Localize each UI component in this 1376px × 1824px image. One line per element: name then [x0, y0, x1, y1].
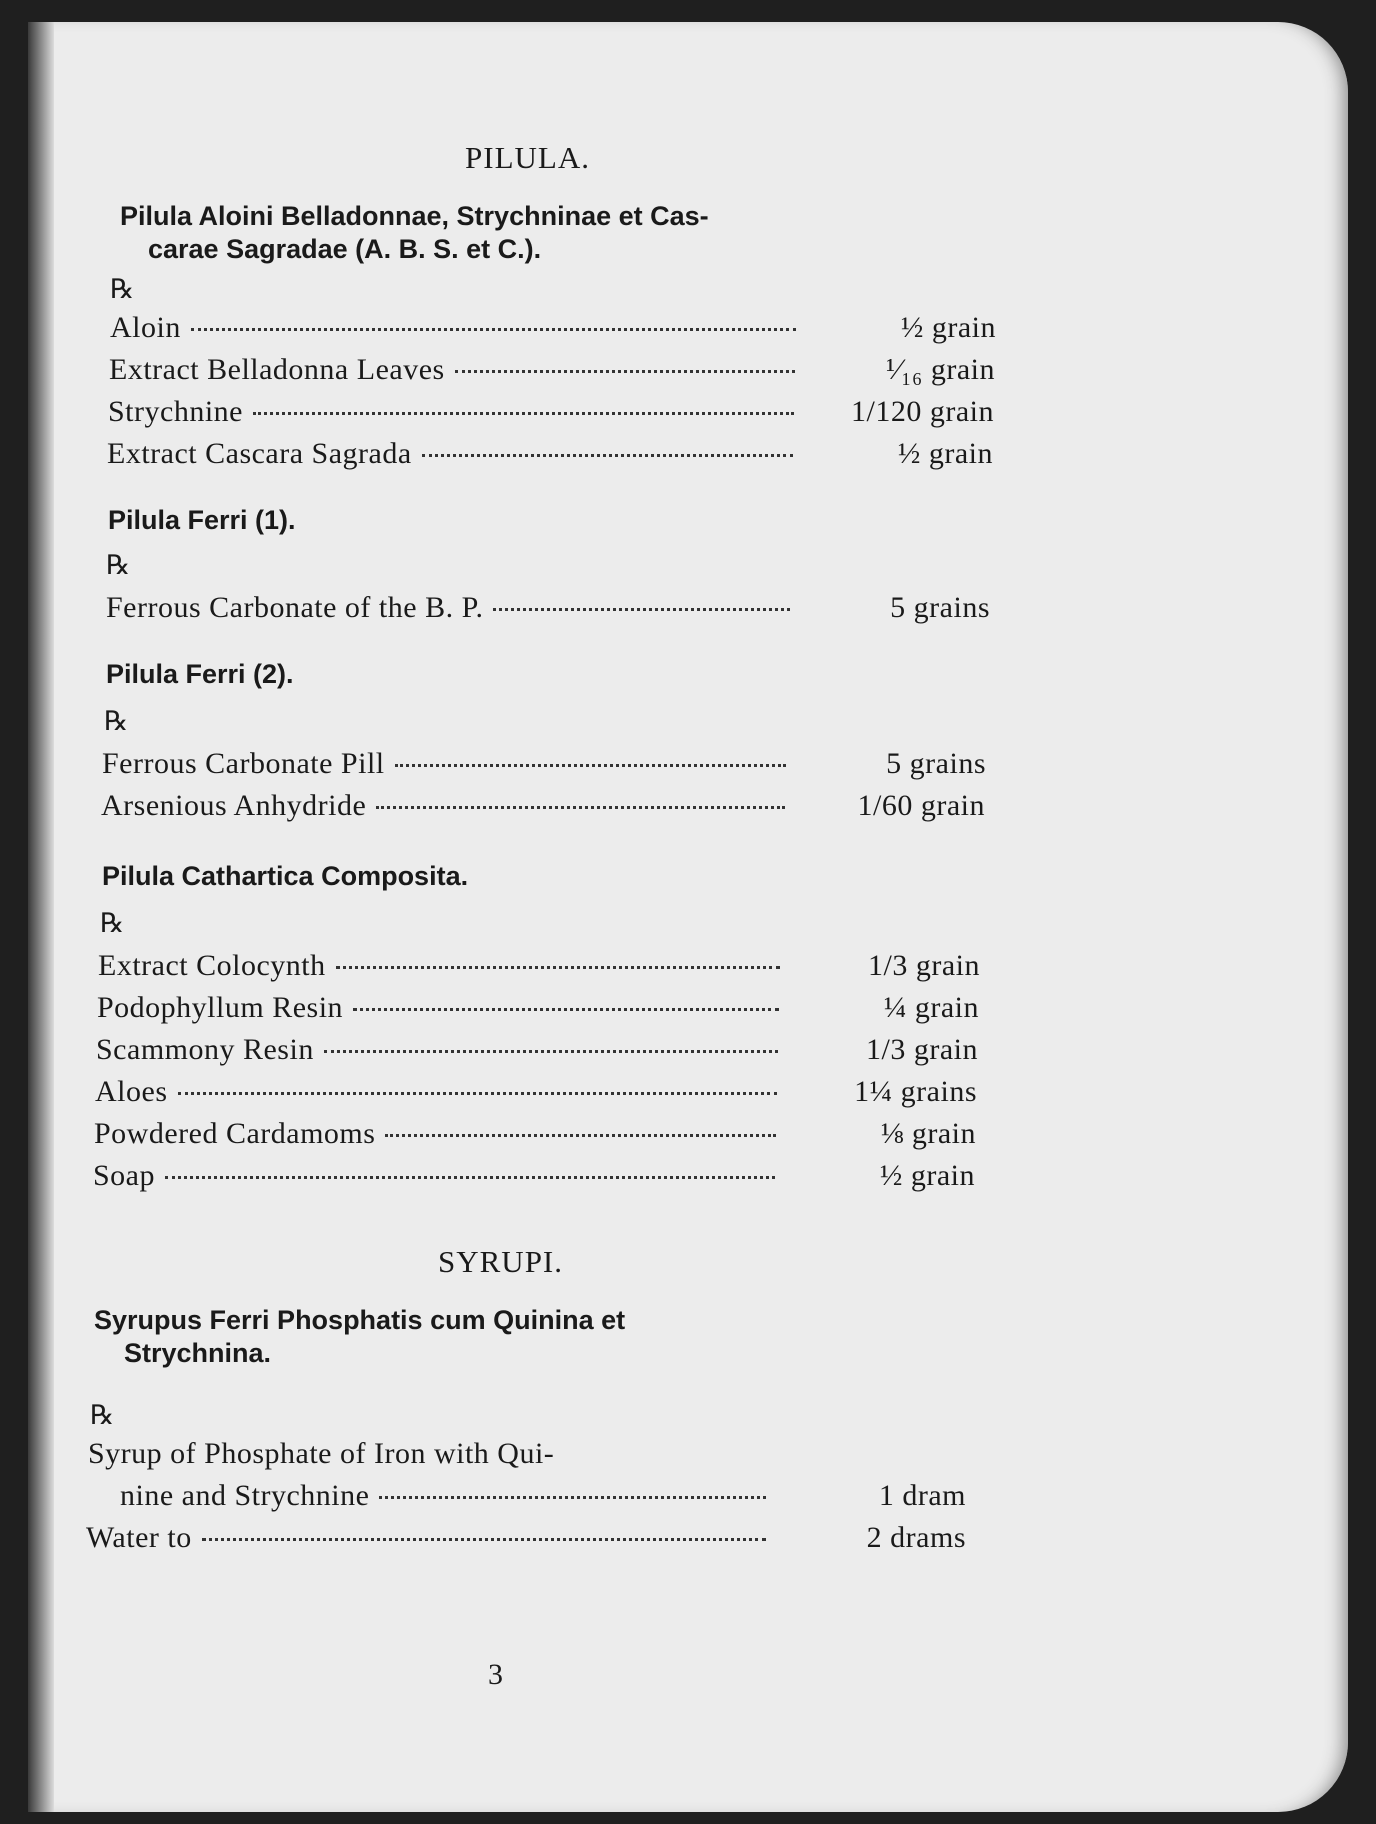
ingredient-name: Aloes [95, 1075, 168, 1108]
ingredient-quantity: 5 grains [886, 747, 986, 780]
recipe-title-aloini [120, 200, 840, 266]
ingredient-row [86, 1520, 966, 1556]
rx-symbol: ℞ [104, 706, 129, 736]
ingredient-name: Podophyllum Resin [97, 991, 344, 1024]
ingredient-row [102, 746, 986, 782]
ingredient-row [110, 310, 996, 346]
ingredient-quantity: 1¼ grains [854, 1075, 977, 1108]
page-content [28, 22, 1348, 1812]
leader-dots [324, 1050, 778, 1053]
ingredient-name: Powdered Cardamoms [94, 1117, 376, 1150]
leader-dots [202, 1538, 766, 1541]
book-page [28, 22, 1348, 1812]
leader-dots [191, 328, 796, 331]
ingredient-row [95, 1074, 977, 1110]
ingredient-quantity: ½ grain [900, 311, 996, 344]
ingredient-quantity: 2 drams [866, 1521, 966, 1554]
ingredient-quantity: ½ grain [897, 437, 993, 470]
recipe-title-line: Syrupus Ferri Phosphatis cum Quinina et [94, 1305, 626, 1335]
leader-dots [422, 454, 793, 457]
ingredient-quantity: 1 dram [878, 1479, 966, 1512]
section-title-syrupi: SYRUPI. [438, 1244, 564, 1279]
ingredient-row [98, 948, 980, 984]
ingredient-quantity: ¼ grain [883, 991, 979, 1024]
recipe-title-cathartica: Pilula Cathartica Composita. [102, 861, 469, 891]
rx-symbol: ℞ [106, 550, 131, 580]
ingredient-quantity: 1/3 grain [868, 949, 980, 982]
ingredient-row [101, 788, 985, 824]
ingredient-quantity: ¹⁄₁₆ grain [885, 353, 995, 386]
ingredient-name: nine and Strychnine [120, 1479, 370, 1512]
page-number: 3 [488, 1658, 503, 1691]
ingredient-row [107, 436, 993, 472]
ingredient-name: Extract Cascara Sagrada [107, 437, 412, 470]
ingredient-quantity: ⅛ grain [880, 1117, 976, 1150]
ingredient-row [97, 990, 979, 1026]
leader-dots [395, 764, 786, 767]
rx-symbol: ℞ [110, 274, 135, 304]
ingredient-name: Extract Colocynth [98, 949, 326, 982]
leader-dots [455, 370, 795, 373]
leader-dots [385, 1134, 776, 1137]
ingredient-quantity: 5 grains [890, 591, 990, 624]
ingredient-name: Water to [86, 1521, 192, 1554]
ingredient-quantity: 1/60 grain [857, 789, 985, 822]
ingredient-name: Scammony Resin [96, 1033, 314, 1066]
ingredient-name: Ferrous Carbonate Pill [102, 747, 385, 780]
leader-dots [353, 1008, 779, 1011]
leader-dots [165, 1176, 775, 1179]
ingredient-quantity: 1/120 grain [851, 395, 994, 428]
ingredient-name: Soap [93, 1159, 155, 1192]
ingredient-name: Extract Belladonna Leaves [109, 353, 445, 386]
ingredient-name: Ferrous Carbonate of the B. P. [106, 591, 484, 624]
leader-dots [493, 608, 790, 611]
leader-dots [376, 806, 785, 809]
ingredient-name: Strychnine [108, 395, 243, 428]
recipe-title-line: Pilula Aloini Belladonnae, Strychninae et Cas- [120, 201, 709, 231]
ingredient-row [94, 1116, 976, 1152]
leader-dots [178, 1092, 778, 1095]
recipe-title-ferri-1: Pilula Ferri (1). [108, 505, 296, 535]
ingredient-row [109, 352, 995, 388]
ingredient-row [106, 590, 990, 626]
ingredient-quantity: 1/3 grain [866, 1033, 978, 1066]
recipe-title-ferri-2: Pilula Ferri (2). [106, 659, 294, 689]
ingredient-row [96, 1032, 978, 1068]
ingredient-row [120, 1478, 966, 1514]
leader-dots [336, 966, 780, 969]
leader-dots [379, 1496, 766, 1499]
rx-symbol: ℞ [100, 908, 125, 938]
ingredient-name-line: Syrup of Phosphate of Iron with Qui- [88, 1437, 555, 1470]
recipe-title-line: Strychnina. [124, 1338, 272, 1368]
ingredient-quantity: ½ grain [879, 1159, 975, 1192]
leader-dots [253, 412, 794, 415]
ingredient-row [108, 394, 994, 430]
section-title-pilula: PILULA. [465, 140, 590, 175]
rx-symbol: ℞ [90, 1400, 115, 1430]
ingredient-row [93, 1158, 975, 1194]
ingredient-name: Arsenious Anhydride [101, 789, 367, 822]
recipe-title-syrupus [94, 1304, 814, 1370]
ingredient-name: Aloin [110, 311, 181, 344]
recipe-title-line: carae Sagradae (A. B. S. et C.). [148, 234, 542, 264]
